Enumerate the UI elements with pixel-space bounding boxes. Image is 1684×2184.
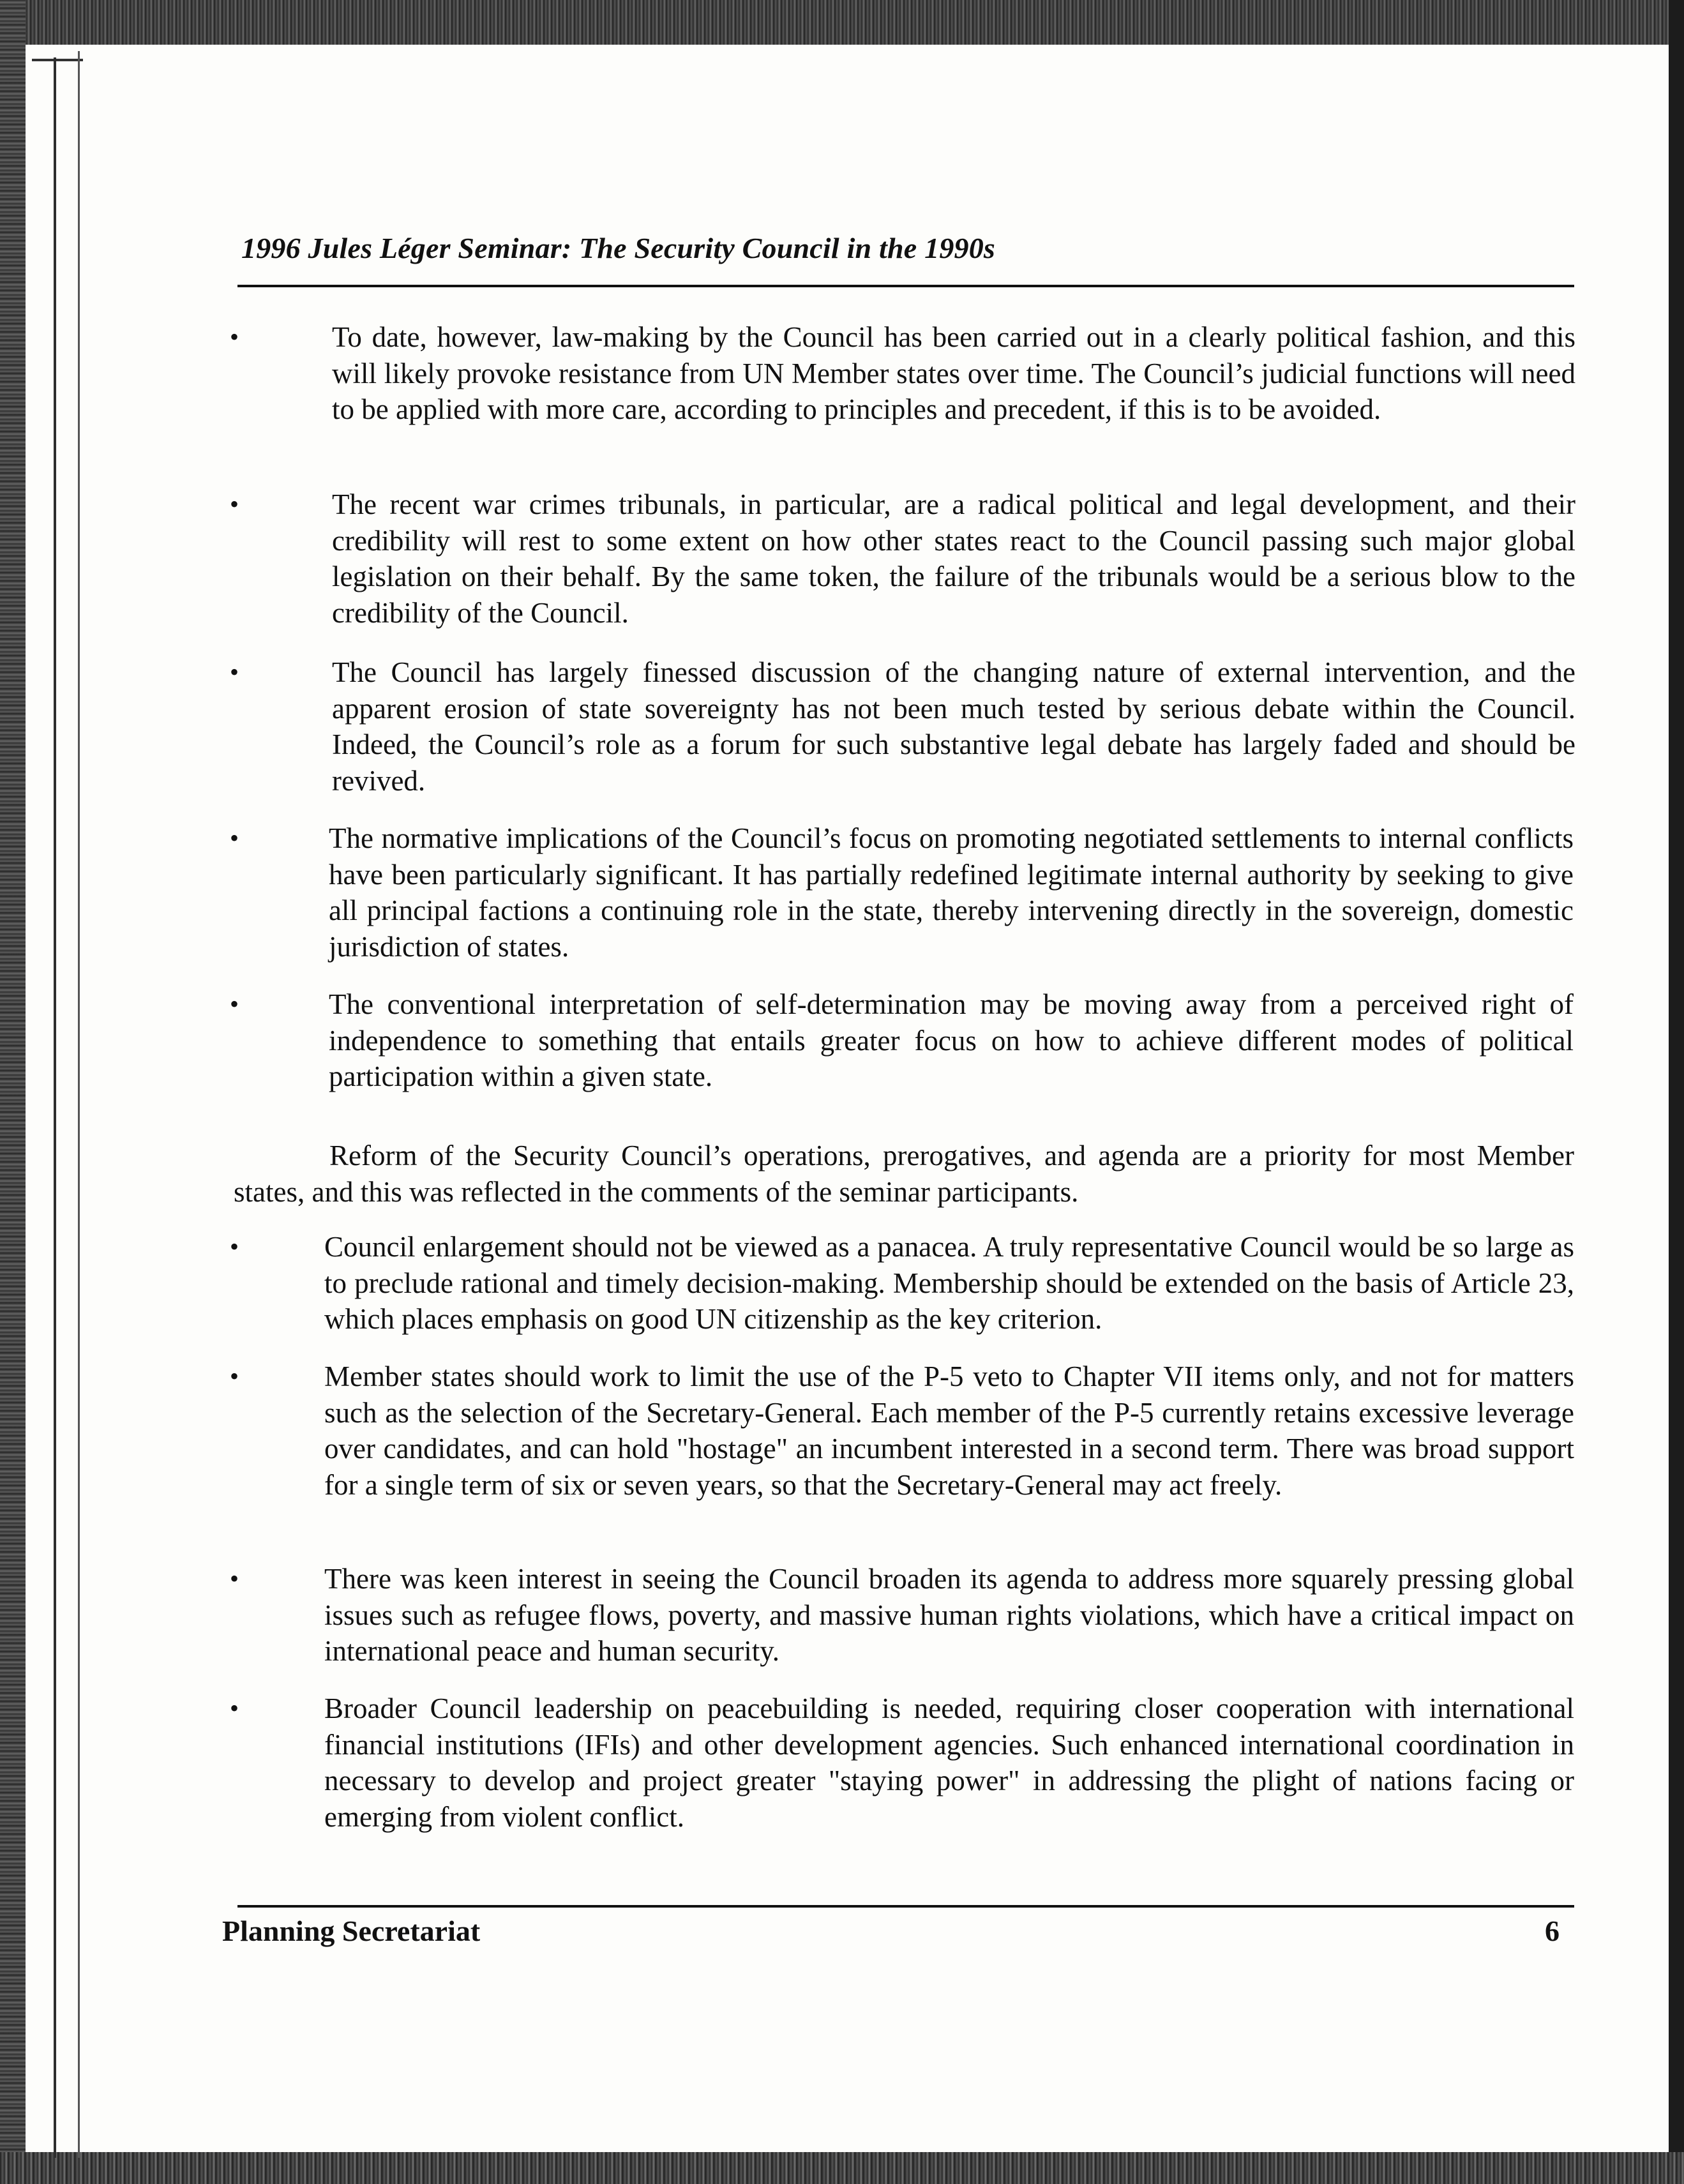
bullet-text: The Council has largely finessed discussion of the changing nature of external intervention, and the apparent erosion of state sovereignty has not been much tested by serious debate within the Council. Indeed, the Council’s role as a forum for such substantive legal debate has largely faded and should be revived. — [332, 656, 1575, 797]
bullet-text: There was keen interest in seeing the Council broaden its agenda to address more squarely pressing global issues such as refugee flows, poverty, and massive human rights violations, which have a critical impact on international peace and human security. — [324, 1563, 1574, 1667]
bullet-marker: • — [230, 824, 239, 852]
bullet-marker: • — [230, 1362, 239, 1390]
bullet-text: The normative implications of the Council’s focus on promoting negotiated settlements to internal conflicts have been particularly significant. It has partially redefined legitimate internal authority by seeking to give all principal factions a continuing role in the state, thereby intervening directly in the sovereign, domestic jurisdiction of states. — [329, 822, 1574, 963]
scan-border-top — [0, 0, 1684, 45]
bullet-marker: • — [230, 1694, 239, 1722]
bullet-marker: • — [230, 490, 239, 518]
bullet-text: Broader Council leadership on peacebuilding is needed, requiring closer cooperation with international financial institutions (IFIs) and other development agencies. Such enhanced international coordination in necessary to develop and project greater "staying power" in addressing the plight of nations facing or emerging from violent conflict. — [324, 1692, 1574, 1833]
running-header: 1996 Jules Léger Seminar: The Security Council in the 1990s — [241, 232, 996, 264]
footer-rule — [237, 1905, 1574, 1908]
header-rule — [237, 285, 1574, 287]
binder-edge-line — [78, 51, 80, 2158]
scan-border-left — [0, 0, 26, 2184]
body-paragraph: Reform of the Security Council’s operations, prerogatives, and agenda are a priority for most Member states, and this was reflected in the comments of the seminar participants. — [234, 1140, 1574, 1208]
bullet-text: Member states should work to limit the use of the P-5 veto to Chapter VII items only, and not for matters such as the selection of the Secretary-General. Each member of the P-5 currently retains excessive leverage over candidates, and can hold "hostage" an incumbent interested in a second term. There was broad support for a single term of six or seven years, so that the Secretary-General may act freely. — [324, 1360, 1574, 1501]
scan-border-right — [1669, 0, 1684, 2184]
binder-mark — [32, 59, 83, 61]
bullet-text: The recent war crimes tribunals, in particular, are a radical political and legal development, and their credibility will rest to some extent on how other states react to the Council passing such major global legislation on their behalf. By the same token, the failure of the tribunals would be a serious blow to the credibility of the Council. — [332, 488, 1575, 629]
binder-edge-line — [54, 57, 56, 2158]
bullet-marker: • — [230, 1564, 239, 1593]
scan-border-bottom — [0, 2152, 1684, 2184]
bullet-text: The conventional interpretation of self-determination may be moving away from a perceived right of independence to something that entails greater focus on how to achieve different modes of political participation within a given state. — [329, 988, 1574, 1092]
bullet-text: To date, however, law-making by the Council has been carried out in a clearly political fashion, and this will likely provoke resistance from UN Member states over time. The Council’s judicial functions will need to be applied with more care, according to principles and precedent, if this is to be avoided. — [332, 321, 1575, 425]
bullet-text: Council enlargement should not be viewed as a panacea. A truly representative Council would be so large as to preclude rational and timely decision-making. Membership should be extended on the basis of Article 23, which places emphasis on good UN citizenship as the key criterion. — [324, 1231, 1574, 1335]
bullet-marker: • — [230, 322, 239, 351]
bullet-marker: • — [230, 1232, 239, 1261]
footer-label: Planning Secretariat — [222, 1915, 481, 1947]
bullet-marker: • — [230, 658, 239, 686]
page-number: 6 — [1545, 1915, 1560, 1947]
bullet-marker: • — [230, 990, 239, 1018]
